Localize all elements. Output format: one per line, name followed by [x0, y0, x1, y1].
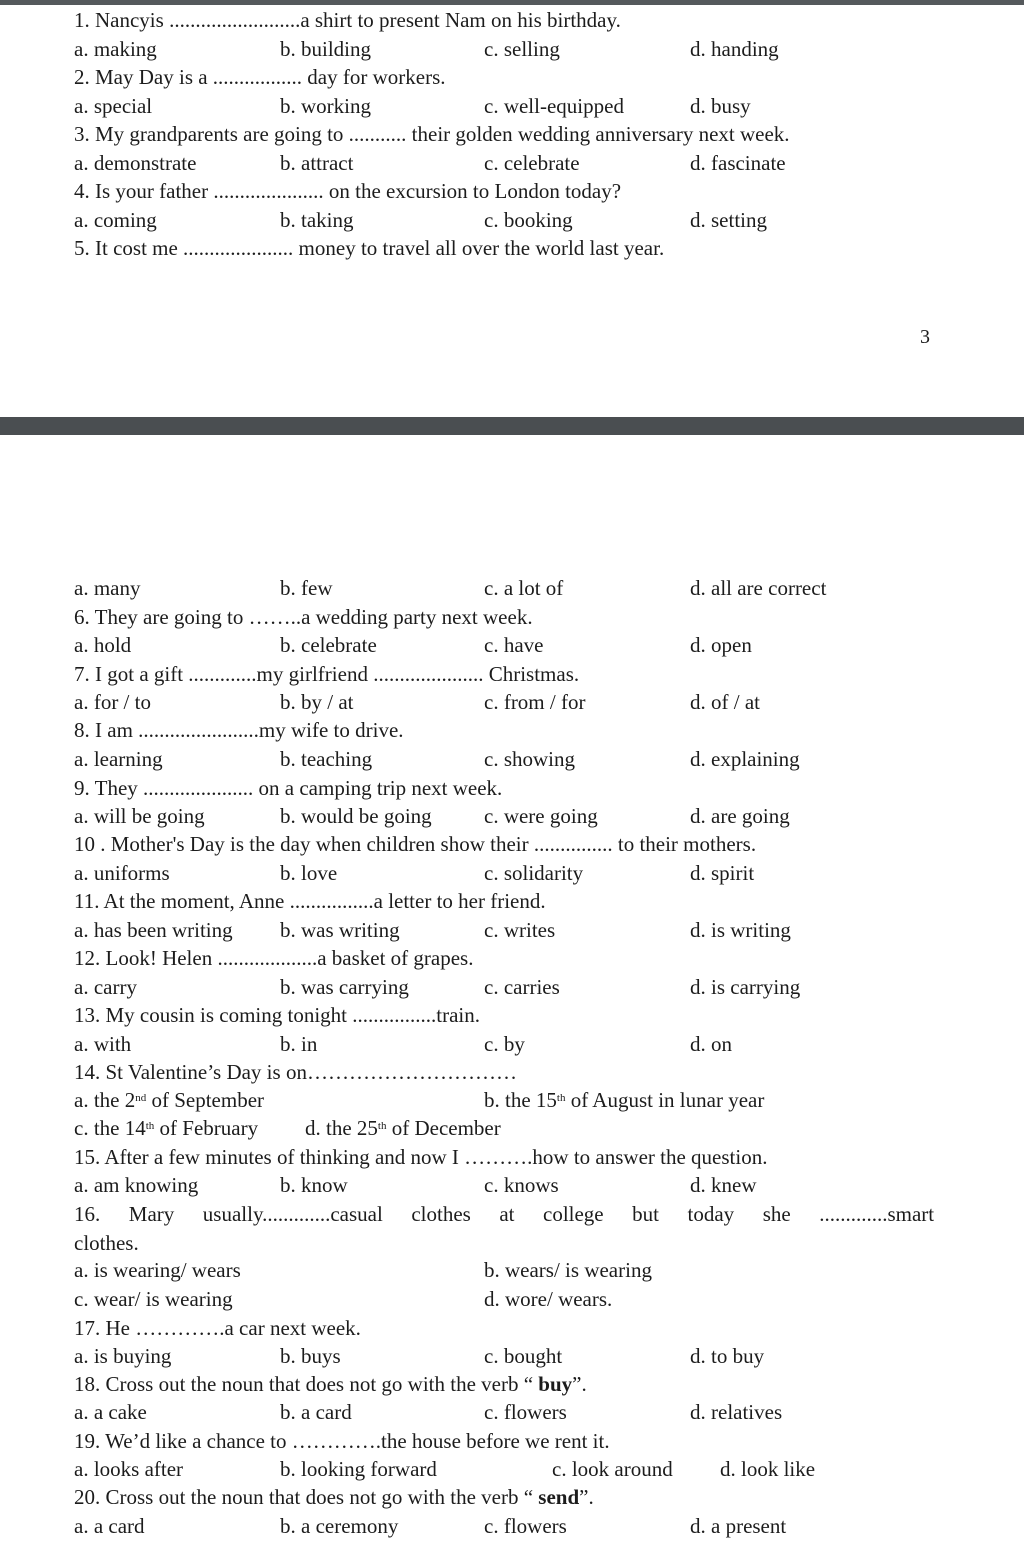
option-8a: a. learning	[74, 747, 163, 771]
option-20a: a. a card	[74, 1514, 145, 1538]
option-10d: d. spirit	[690, 861, 755, 885]
option-4a: a. coming	[74, 208, 157, 232]
option-19b: b. looking forward	[280, 1457, 437, 1481]
option-13b: b. in	[280, 1032, 318, 1056]
option-8d: d. explaining	[690, 747, 800, 771]
option-20b: b. a ceremony	[280, 1514, 399, 1538]
option-2b: b. working	[280, 94, 371, 118]
question-20: 20. Cross out the noun that does not go with the verb “ send”.	[74, 1485, 594, 1509]
question-11: 11. At the moment, Anne ................a letter to her friend.	[74, 889, 546, 913]
option-6d: d. open	[690, 633, 752, 657]
option-6c: c. have	[484, 633, 544, 657]
option-1d: d. handing	[690, 37, 779, 61]
question-14: 14. St Valentine’s Day is on…………………………	[74, 1060, 517, 1084]
option-11b: b. was writing	[280, 918, 400, 942]
option-2a: a. special	[74, 94, 153, 118]
option-3a: a. demonstrate	[74, 151, 197, 175]
option-10b: b. love	[280, 861, 338, 885]
option-4d: d. setting	[690, 208, 767, 232]
option-20c: c. flowers	[484, 1514, 567, 1538]
option-3c: c. celebrate	[484, 151, 580, 175]
question-6: 6. They are going to ……..a wedding party next week.	[74, 605, 533, 629]
option-2d: d. busy	[690, 94, 751, 118]
question-12: 12. Look! Helen ...................a basket of grapes.	[74, 946, 474, 970]
question-8: 8. I am .......................my wife to drive.	[74, 718, 404, 742]
option-7c: c. from / for	[484, 690, 586, 714]
option-9d: d. are going	[690, 804, 790, 828]
option-9c: c. were going	[484, 804, 598, 828]
option-16a: a. is wearing/ wears	[74, 1258, 241, 1282]
option-15c: c. knows	[484, 1173, 559, 1197]
option-15d: d. knew	[690, 1173, 757, 1197]
option-18c: c. flowers	[484, 1400, 567, 1424]
option-1a: a. making	[74, 37, 157, 61]
question-1: 1. Nancyis .........................a shirt to present Nam on his birthday.	[74, 8, 621, 32]
option-15a: a. am knowing	[74, 1173, 199, 1197]
option-1c: c. selling	[484, 37, 560, 61]
question-5: 5. It cost me ..................... money to travel all over the world last year.	[74, 236, 665, 260]
option-2c: c. well-equipped	[484, 94, 624, 118]
page-top-border	[0, 0, 1024, 5]
option-8b: b. teaching	[280, 747, 373, 771]
option-15b: b. know	[280, 1173, 348, 1197]
option-13a: a. with	[74, 1032, 132, 1056]
question-2: 2. May Day is a ................. day for workers.	[74, 65, 446, 89]
question-4: 4. Is your father ..................... on the excursion to London today?	[74, 179, 622, 203]
option-14d: d. the 25th of December	[305, 1116, 501, 1140]
option-14a: a. the 2nd of September	[74, 1088, 265, 1112]
option-8c: c. showing	[484, 747, 575, 771]
option-6a: a. hold	[74, 633, 132, 657]
option-9a: a. will be going	[74, 804, 205, 828]
option-11d: d. is writing	[690, 918, 791, 942]
option-16c: c. wear/ is wearing	[74, 1287, 233, 1311]
option-1b: b. building	[280, 37, 372, 61]
option-7d: d. of / at	[690, 690, 760, 714]
option-13d: d. on	[690, 1032, 732, 1056]
option-7a: a. for / to	[74, 690, 151, 714]
question-9: 9. They ..................... on a camping trip next week.	[74, 776, 503, 800]
option-5d: d. all are correct	[690, 576, 827, 600]
option-5a: a. many	[74, 576, 141, 600]
option-18d: d. relatives	[690, 1400, 783, 1424]
option-4c: c. booking	[484, 208, 573, 232]
question-17: 17. He ………….a car next week.	[74, 1316, 361, 1340]
option-20d: d. a present	[690, 1514, 787, 1538]
option-19a: a. looks after	[74, 1457, 184, 1481]
option-10a: a. uniforms	[74, 861, 170, 885]
question-15: 15. After a few minutes of thinking and now I ……….how to answer the question.	[74, 1145, 768, 1169]
option-16d: d. wore/ wears.	[484, 1287, 613, 1311]
question-18: 18. Cross out the noun that does not go with the verb “ buy”.	[74, 1372, 587, 1396]
option-12c: c. carries	[484, 975, 560, 999]
option-16b: b. wears/ is wearing	[484, 1258, 652, 1282]
option-17c: c. bought	[484, 1344, 563, 1368]
option-17d: d. to buy	[690, 1344, 765, 1368]
page-break-divider	[0, 417, 1024, 435]
question-16-continued: clothes.	[74, 1231, 139, 1255]
page-number: 3	[920, 326, 930, 348]
option-12b: b. was carrying	[280, 975, 409, 999]
option-14c: c. the 14th of February	[74, 1116, 259, 1140]
option-12d: d. is carrying	[690, 975, 801, 999]
option-17a: a. is buying	[74, 1344, 172, 1368]
question-19: 19. We’d like a chance to ………….the house before we rent it.	[74, 1429, 610, 1453]
option-4b: b. taking	[280, 208, 354, 232]
option-11c: c. writes	[484, 918, 556, 942]
option-3d: d. fascinate	[690, 151, 786, 175]
option-6b: b. celebrate	[280, 633, 377, 657]
option-14b: b. the 15th of August in lunar year	[484, 1088, 765, 1112]
question-3: 3. My grandparents are going to ........... their golden wedding anniversary next week.	[74, 122, 790, 146]
option-17b: b. buys	[280, 1344, 341, 1368]
option-5c: c. a lot of	[484, 576, 564, 600]
option-5b: b. few	[280, 576, 333, 600]
question-10: 10 . Mother's Day is the day when children show their ............... to their mothers.	[74, 832, 757, 856]
question-16: 16. Mary usually.............casual clothes at college but today she .............smart	[74, 1202, 935, 1226]
question-7: 7. I got a gift .............my girlfriend ..................... Christmas.	[74, 662, 580, 686]
option-19c: c. look around	[552, 1457, 673, 1481]
option-3b: b. attract	[280, 151, 354, 175]
option-19d: d. look like	[720, 1457, 816, 1481]
option-12a: a. carry	[74, 975, 137, 999]
option-11a: a. has been writing	[74, 918, 233, 942]
option-18b: b. a card	[280, 1400, 352, 1424]
question-13: 13. My cousin is coming tonight ................train.	[74, 1003, 480, 1027]
option-13c: c. by	[484, 1032, 525, 1056]
option-9b: b. would be going	[280, 804, 432, 828]
option-18a: a. a cake	[74, 1400, 147, 1424]
option-7b: b. by / at	[280, 690, 354, 714]
option-10c: c. solidarity	[484, 861, 584, 885]
